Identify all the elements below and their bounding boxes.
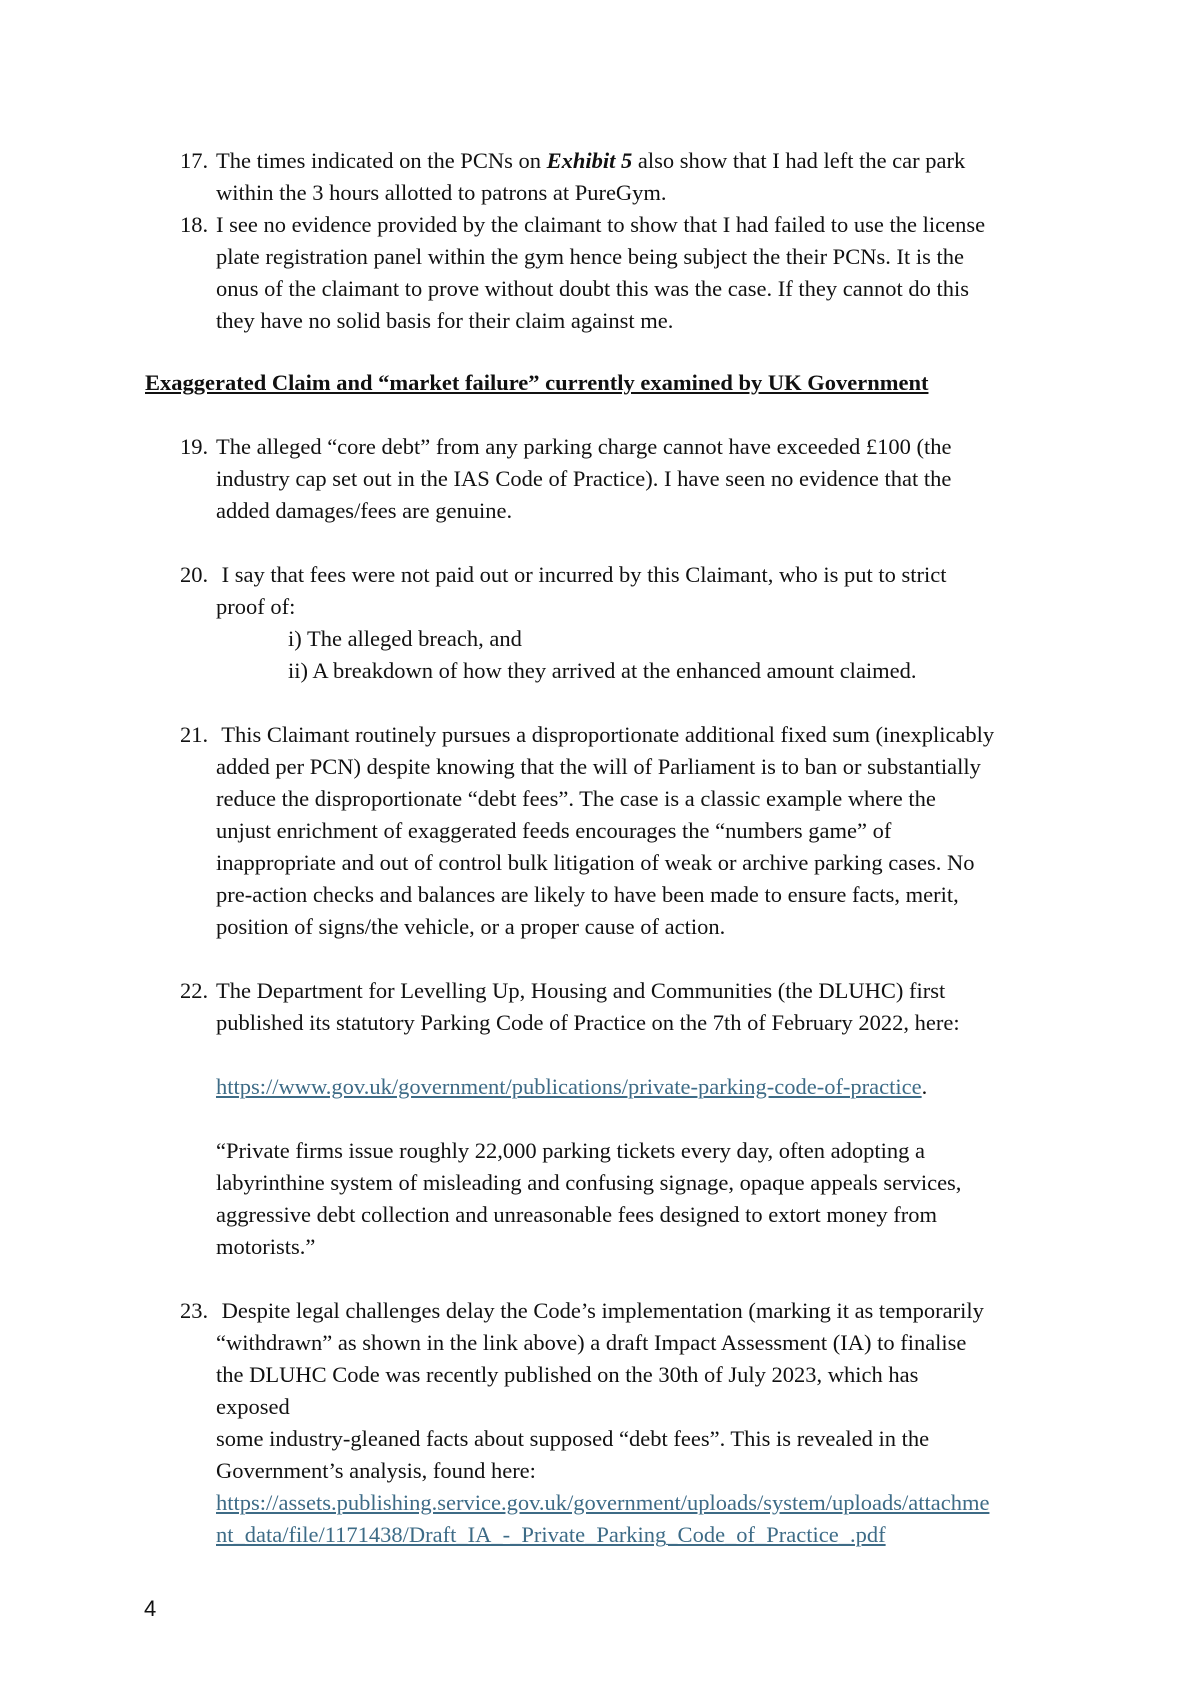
code-of-practice-link[interactable]: https://www.gov.uk/government/publications/private-parking-code-of-practice — [216, 1074, 922, 1099]
paragraph-23 — [180, 1295, 1080, 1551]
paragraph-line: The alleged “core debt” from any parking charge cannot have exceeded £100 (the — [216, 434, 952, 459]
paragraph-number: 22. — [180, 978, 209, 1003]
paragraph-line: industry cap set out in the IAS Code of Practice). I have seen no evidence that the — [216, 466, 952, 491]
paragraph-number: 21. — [180, 722, 209, 747]
paragraph-line: published its statutory Parking Code of Practice on the 7th of February 2022, here: — [216, 1010, 960, 1035]
paragraph-line: reduce the disproportionate “debt fees”. The case is a classic example where the — [216, 786, 936, 811]
text-run: The times indicated on the PCNs on — [216, 148, 547, 173]
paragraph-line: inappropriate and out of control bulk litigation of weak or archive parking cases. No — [216, 850, 975, 875]
paragraph-line: plate registration panel within the gym hence being subject the their PCNs. It is the — [216, 244, 964, 269]
paragraph-line: the DLUHC Code was recently published on the 30th of July 2023, which has — [216, 1362, 919, 1387]
paragraph-line: unjust enrichment of exaggerated feeds encourages the “numbers game” of — [216, 818, 892, 843]
paragraph-22 — [180, 975, 1080, 1039]
paragraph-line: Government’s analysis, found here: — [216, 1458, 536, 1483]
impact-assessment-link-line — [180, 1519, 1080, 1551]
paragraph-line: I say that fees were not paid out or incurred by this Claimant, who is put to strict — [216, 562, 947, 587]
impact-assessment-link-line — [180, 1487, 1080, 1519]
paragraph-line: I see no evidence provided by the claimant to show that I had failed to use the license — [216, 212, 986, 237]
paragraph-21 — [180, 719, 1080, 943]
paragraph-line: added per PCN) despite knowing that the will of Parliament is to ban or substantially — [216, 754, 981, 779]
section-heading: Exaggerated Claim and “market failure” currently examined by UK Government — [145, 370, 929, 395]
impact-assessment-link-continued[interactable]: nt_data/file/1171438/Draft_IA_-_Private_Parking_Code_of_Practice_.pdf — [216, 1522, 886, 1547]
exhibit-reference: Exhibit 5 — [546, 148, 633, 173]
link-suffix: . — [921, 1074, 928, 1099]
quote-line: aggressive debt collection and unreasonable fees designed to extort money from — [216, 1202, 938, 1227]
paragraph-line: some industry-gleaned facts about supposed “debt fees”. This is revealed in the — [216, 1426, 930, 1451]
paragraph-line — [180, 145, 1080, 177]
paragraph-line: Despite legal challenges delay the Code’s implementation (marking it as temporarily — [216, 1298, 984, 1323]
paragraph-number: 20. — [180, 562, 209, 587]
code-of-practice-link-line — [216, 1071, 1076, 1103]
paragraph-line: exposed — [216, 1394, 290, 1419]
paragraph-line: “withdrawn” as shown in the link above) a draft Impact Assessment (IA) to finalise — [216, 1330, 967, 1355]
paragraph-line: pre-action checks and balances are likely to have been made to ensure facts, merit, — [216, 882, 959, 907]
paragraph-line: onus of the claimant to prove without doubt this was the case. If they cannot do this — [216, 276, 969, 301]
quote-line: “Private firms issue roughly 22,000 parking tickets every day, often adopting a — [216, 1138, 925, 1163]
impact-assessment-link[interactable]: https://assets.publishing.service.gov.uk/government/uploads/system/uploads/attachme — [216, 1490, 990, 1515]
paragraph-line: within the 3 hours allotted to patrons at PureGym. — [216, 180, 667, 205]
paragraph-line: proof of: — [216, 594, 296, 619]
sub-item-breach: i) The alleged breach, and — [288, 626, 522, 651]
paragraph-line: position of signs/the vehicle, or a proper cause of action. — [216, 914, 726, 939]
paragraph-20 — [180, 559, 1080, 623]
paragraph-number: 23. — [180, 1298, 209, 1323]
paragraph-line: The Department for Levelling Up, Housing and Communities (the DLUHC) first — [216, 978, 946, 1003]
quote-line: motorists.” — [216, 1234, 316, 1259]
paragraph-line: This Claimant routinely pursues a disproportionate additional fixed sum (inexplicably — [216, 722, 995, 747]
government-quote — [216, 1135, 1076, 1263]
page-number: 4 — [144, 1596, 157, 1621]
quote-line: labyrinthine system of misleading and confusing signage, opaque appeals services, — [216, 1170, 962, 1195]
text-run: also show that I had left the car park — [632, 148, 966, 173]
paragraph-line: added damages/fees are genuine. — [216, 498, 513, 523]
sub-item-breakdown: ii) A breakdown of how they arrived at the enhanced amount claimed. — [288, 658, 917, 683]
paragraph-number: 17. — [180, 148, 209, 173]
paragraph-17 — [180, 145, 1080, 209]
paragraph-number: 18. — [180, 212, 209, 237]
paragraph-line: they have no solid basis for their claim against me. — [216, 308, 674, 333]
paragraph-18 — [180, 209, 1080, 337]
paragraph-19 — [180, 431, 1080, 527]
paragraph-number: 19. — [180, 434, 209, 459]
